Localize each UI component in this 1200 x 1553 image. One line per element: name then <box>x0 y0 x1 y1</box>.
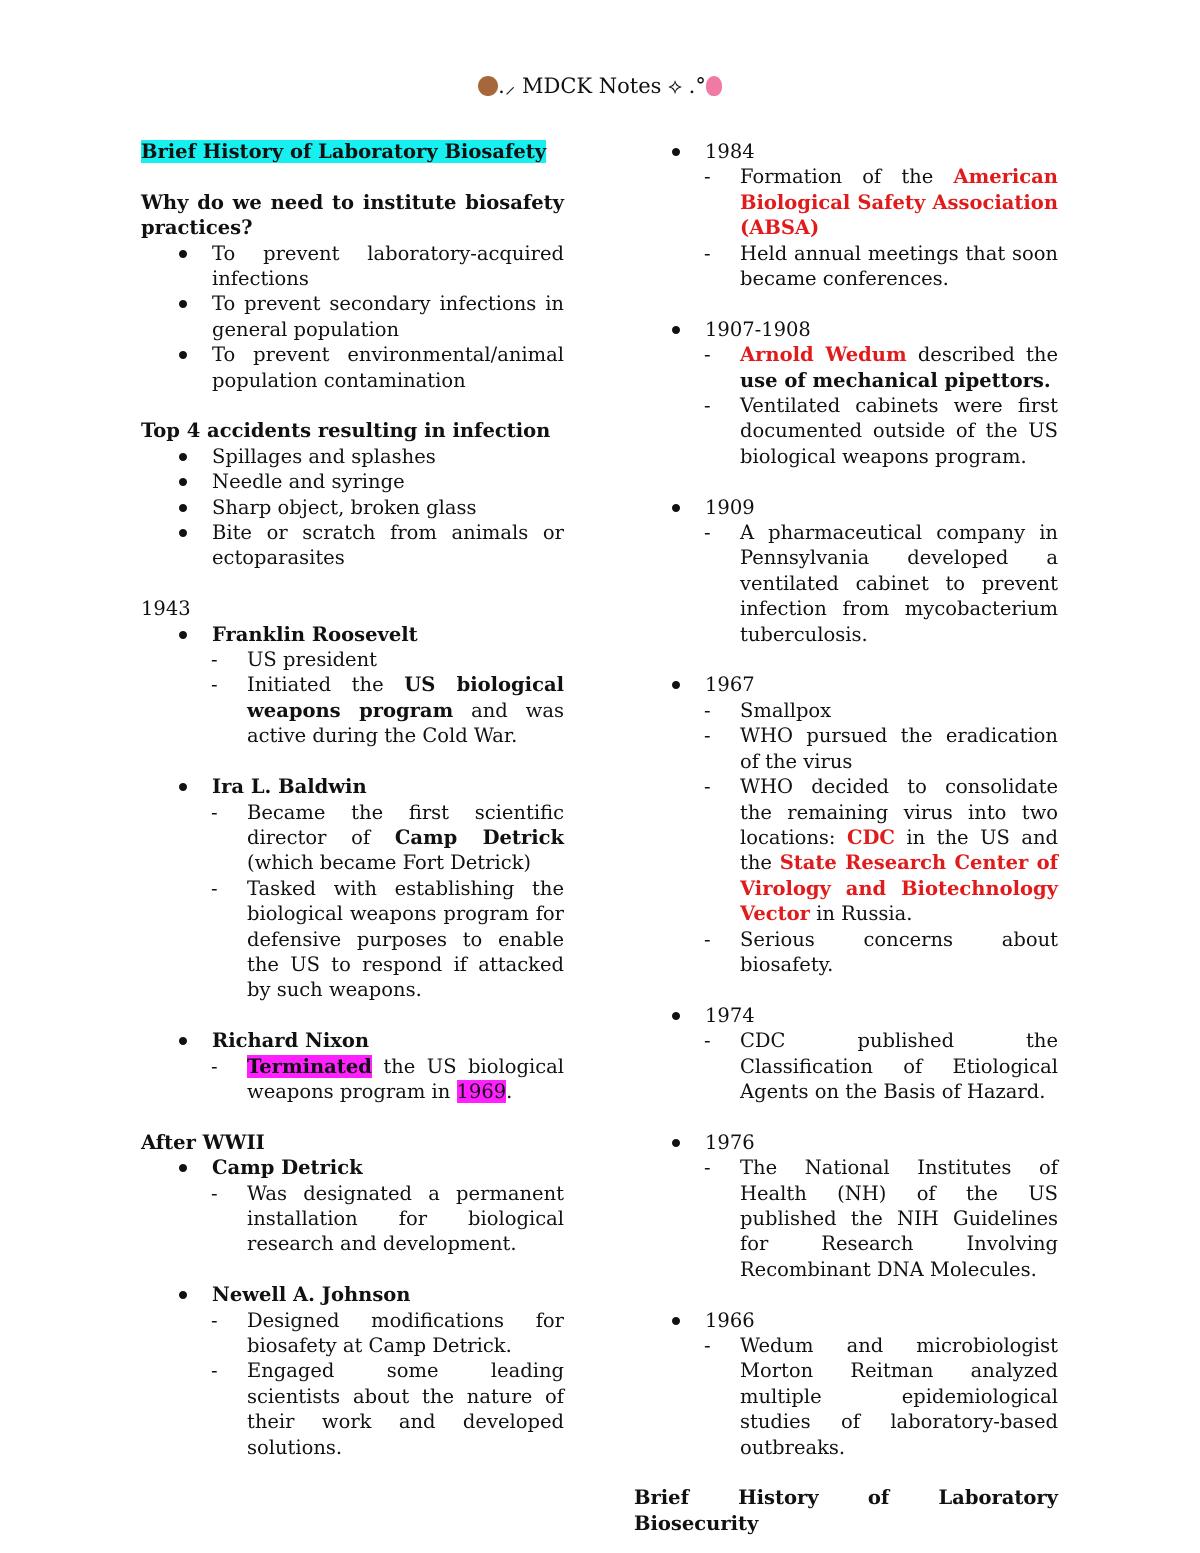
detail-item: - Initiated the US biological weapons program and was active during the Cold War. <box>141 672 564 748</box>
list-item: Needle and syringe <box>141 469 564 494</box>
year-1966: 1966 <box>634 1308 1058 1333</box>
detail-item: - CDC published the Classification of Etiological Agents on the Basis of Hazard. <box>634 1028 1058 1104</box>
detail-item: - Arnold Wedum described the use of mechanical pipettors. <box>634 342 1058 393</box>
year-1909: 1909 <box>634 495 1058 520</box>
camp-detrick-item: Camp Detrick <box>141 1155 564 1180</box>
detail-item: - Formation of the American Biological Safety Association (ABSA) <box>634 164 1058 240</box>
year-1984: 1984 <box>634 139 1058 164</box>
right-column <box>634 139 1058 1536</box>
detail-item: - Smallpox <box>634 698 1058 723</box>
detail-item: - Tasked with establishing the biological weapons program for defensive purposes to enable the US to respond if attacked by such weapons. <box>141 876 564 1003</box>
detail-item: - WHO pursued the eradication of the virus <box>634 723 1058 774</box>
after-wwii-heading: After WWII <box>141 1130 265 1154</box>
person-baldwin: Ira L. Baldwin <box>141 774 564 799</box>
person-nixon: Richard Nixon <box>141 1028 564 1053</box>
detail-item: - WHO decided to consolidate the remaining virus into two locations: CDC in the US and the State Research Center of Virology and Biotechnology Vector in Russia. <box>634 774 1058 926</box>
year-1974: 1974 <box>634 1003 1058 1028</box>
list-item: To prevent laboratory-acquired infections <box>141 241 564 292</box>
detail-item: - Designed modifications for biosafety at Camp Detrick. <box>141 1308 564 1359</box>
left-column <box>141 139 564 1460</box>
year-1967: 1967 <box>634 672 1058 697</box>
list-item: To prevent environmental/animal population contamination <box>141 342 564 393</box>
list-item: To prevent secondary infections in general population <box>141 291 564 342</box>
detail-item: - Was designated a permanent installation for biological research and development. <box>141 1181 564 1257</box>
detail-item: - Became the first scientific director of Camp Detrick (which became Fort Detrick) <box>141 800 564 876</box>
list-item: Sharp object, broken glass <box>141 495 564 520</box>
page-header <box>0 72 1200 100</box>
tulip-icon <box>706 76 722 96</box>
detail-item: - Wedum and microbiologist Morton Reitman analyzed multiple epidemiological studies of laboratory-based outbreaks. <box>634 1333 1058 1460</box>
year-1976: 1976 <box>634 1130 1058 1155</box>
detail-item: - Serious concerns about biosafety. <box>634 927 1058 978</box>
list-item: Bite or scratch from animals or ectoparasites <box>141 520 564 571</box>
detail-item: - US president <box>141 647 564 672</box>
why-question: Why do we need to institute biosafety practices? <box>141 190 564 240</box>
person-johnson: Newell A. Johnson <box>141 1282 564 1307</box>
detail-item: - The National Institutes of Health (NH) of the US published the NIH Guidelines for Research Involving Recombinant DNA Molecules. <box>634 1155 1058 1282</box>
header-title: .⸝ MDCK Notes ⟡ .° <box>498 74 706 98</box>
detail-item: - Terminated the US biological weapons program in 1969. <box>141 1054 564 1105</box>
detail-item: - Ventilated cabinets were first documented outside of the US biological weapons program. <box>634 393 1058 469</box>
detail-item: - Held annual meetings that soon became conferences. <box>634 241 1058 292</box>
section-title-biosafety: Brief History of Laboratory Biosafety <box>141 140 547 163</box>
teddy-bear-icon <box>478 76 498 96</box>
top4-heading: Top 4 accidents resulting in infection <box>141 419 551 443</box>
list-item: Spillages and splashes <box>141 444 564 469</box>
year-1943-heading: 1943 <box>141 597 191 621</box>
year-1907-1908: 1907-1908 <box>634 317 1058 342</box>
detail-item: - Engaged some leading scientists about the nature of their work and developed solutions. <box>141 1358 564 1460</box>
person-roosevelt: Franklin Roosevelt <box>141 622 564 647</box>
section-title-biosecurity: Brief History of Laboratory Biosecurity <box>634 1486 1058 1535</box>
detail-item: - A pharmaceutical company in Pennsylvania developed a ventilated cabinet to prevent infection from mycobacterium tuberculosis. <box>634 520 1058 647</box>
